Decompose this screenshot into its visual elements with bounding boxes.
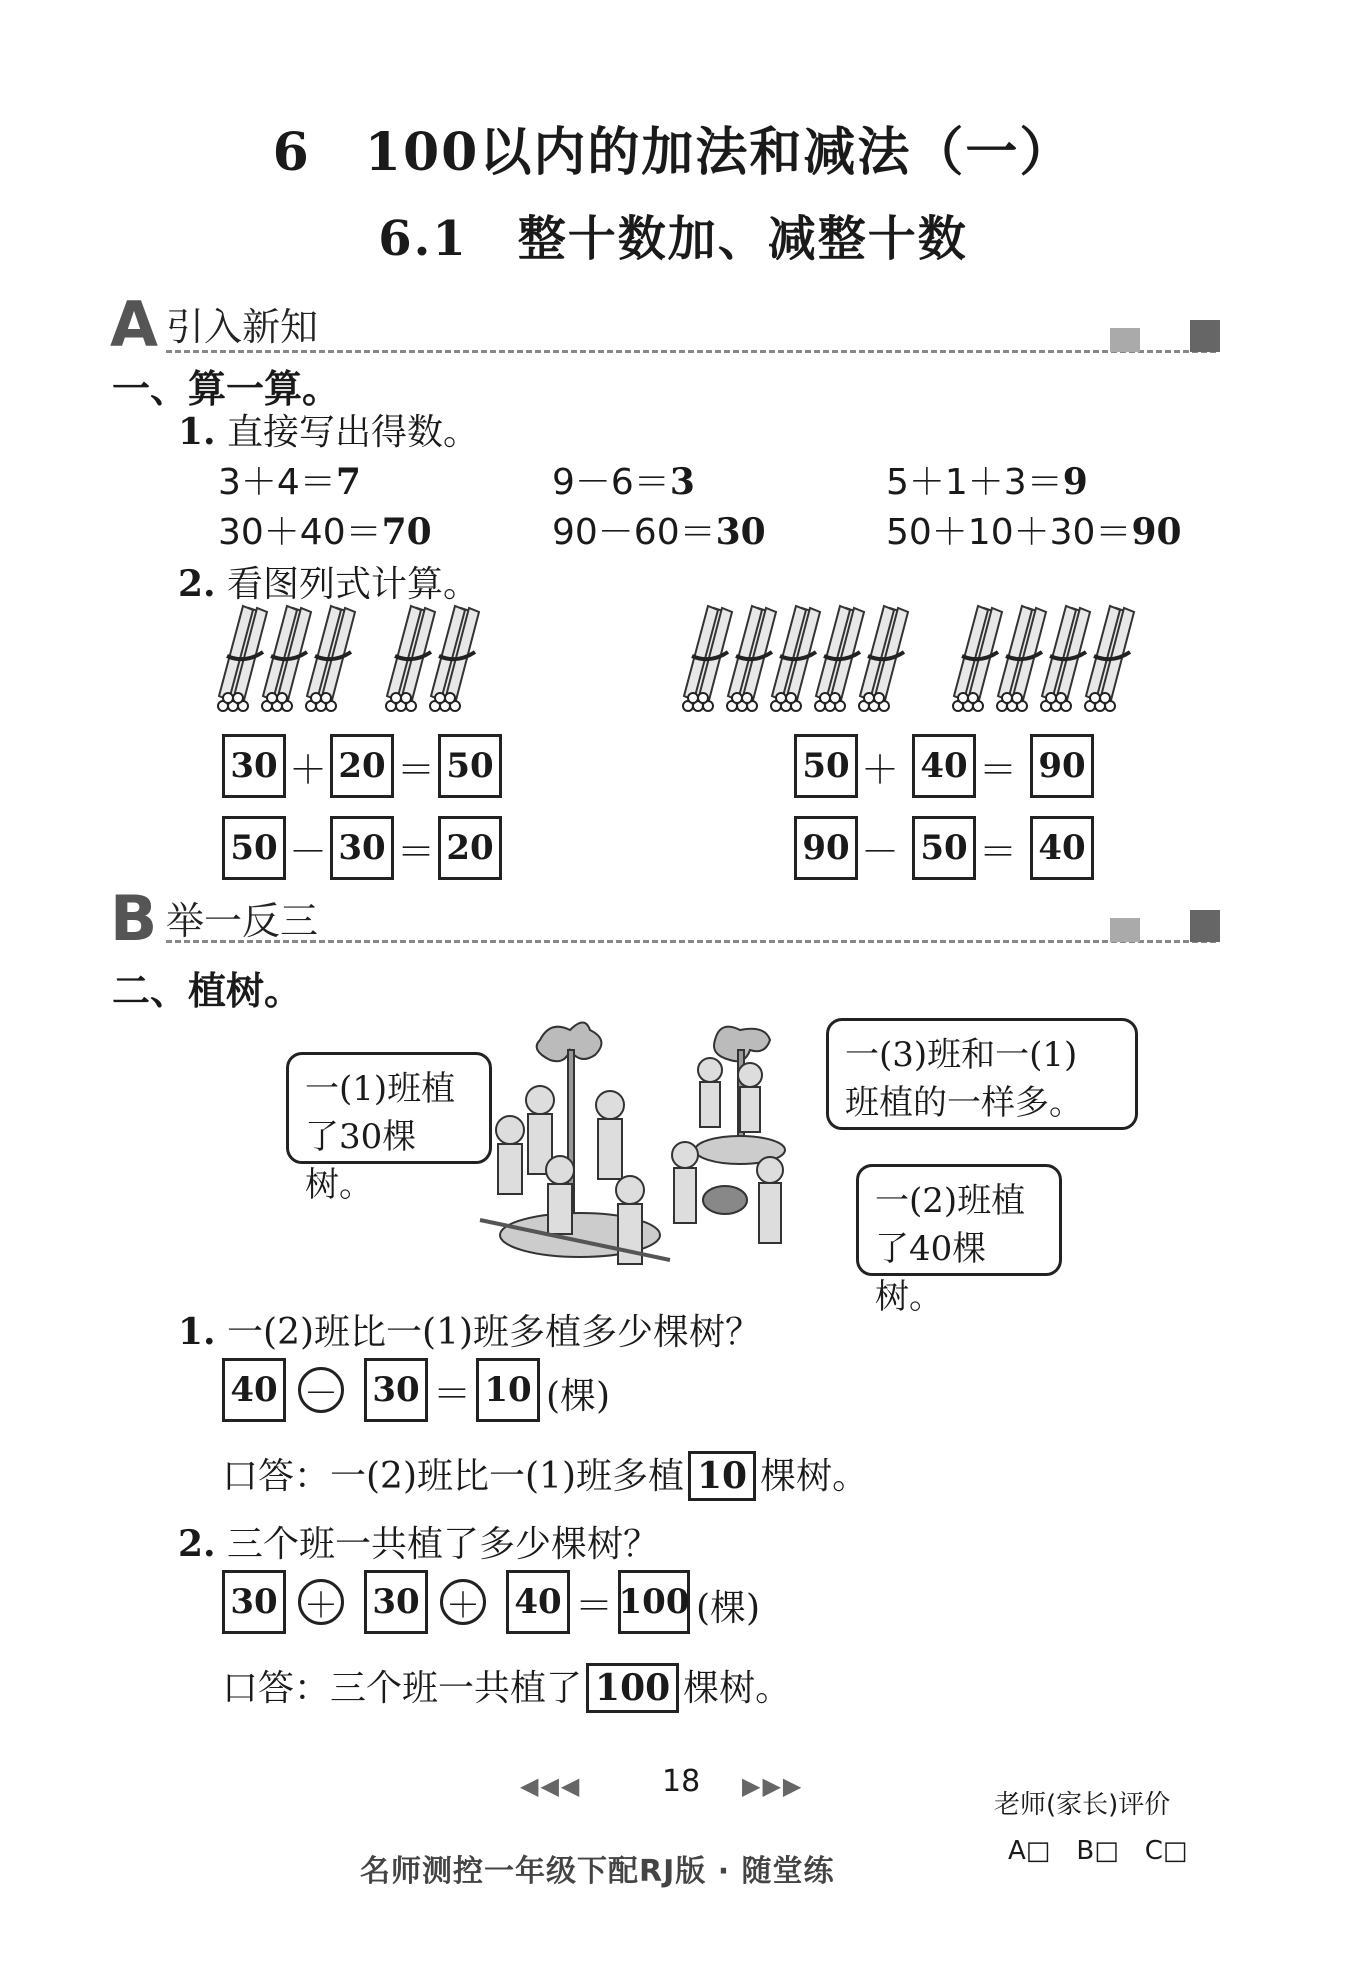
operator: － (288, 829, 327, 874)
answer-box[interactable]: 30 (330, 816, 394, 880)
bubble-line: 班植的一样多。 (845, 1083, 1083, 1123)
book-title: 名师测控一年级下配RJ版 · 随堂练 (360, 1854, 835, 1889)
equation-right-1 (794, 734, 1104, 804)
calc-row-2 (218, 504, 1218, 554)
operator: ＝ (978, 747, 1017, 792)
section-b-square-dark (1190, 910, 1220, 942)
next-arrows-icon[interactable]: ▶▶▶ (742, 1772, 804, 1800)
operator: ＝ (574, 1583, 613, 1628)
operator: ＝ (396, 747, 435, 792)
part2-q1 (178, 1304, 761, 1355)
answer-box[interactable]: 30 (222, 734, 286, 798)
operator: ＝ (432, 1371, 471, 1416)
part2-q2-text: 三个班一共植了多少棵树？ (227, 1524, 660, 1565)
section-a-square-dark (1190, 320, 1220, 352)
answer-box[interactable]: 90 (1030, 734, 1094, 798)
section-b-name: 举一反三 (166, 899, 319, 943)
operator: ＝ (978, 829, 1017, 874)
part1-q1-text: 直接写出得数。 (227, 412, 480, 453)
calc-item: 50＋10＋30＝90 (886, 511, 1182, 553)
part2-q2-equation (222, 1570, 842, 1640)
bubble-line: 一(2)班植 (875, 1181, 1026, 1221)
calc-item: 90－60＝30 (552, 511, 766, 553)
answer-box[interactable]: 10 (476, 1358, 540, 1422)
operator: ＝ (396, 829, 435, 874)
stick-bundles-right-illustration (680, 600, 1160, 720)
answer-box[interactable]: 40 (912, 734, 976, 798)
answer-inline-box[interactable]: 100 (586, 1663, 679, 1713)
evaluation-title: 老师(家长)评价 (994, 1790, 1171, 1820)
calc-item: 9－6＝3 (552, 461, 695, 503)
answer-box[interactable]: 30 (364, 1358, 428, 1422)
answer-box[interactable]: 40 (506, 1570, 570, 1634)
section-a-square-light (1110, 328, 1140, 352)
answer-inline-box[interactable]: 10 (688, 1451, 756, 1501)
part2-q1-text: 一(2)班比一(1)班多植多少棵树？ (227, 1312, 762, 1353)
part2-q2-answer: 口答：三个班一共植了 100 棵树。 (222, 1660, 791, 1713)
part2-q1-label: 1. (178, 1311, 216, 1353)
section-a-header (110, 290, 1220, 360)
operator-circle[interactable]: ＋ (298, 1579, 344, 1625)
section-a-letter: A (110, 288, 158, 361)
part2-q1-equation (222, 1358, 722, 1428)
section-b-header (110, 884, 1220, 954)
calc-item: 3＋4＝7 (218, 461, 361, 503)
part1-q1 (178, 404, 479, 455)
section-a-rule (166, 350, 1216, 353)
answer-box[interactable]: 50 (794, 734, 858, 798)
answer-box[interactable]: 30 (364, 1570, 428, 1634)
answer-box[interactable]: 50 (222, 816, 286, 880)
part2-q2 (178, 1516, 659, 1567)
operator: － (860, 829, 899, 874)
speech-bubble-class1 (286, 1052, 492, 1205)
equation-left-1 (222, 734, 532, 804)
page-subtitle: 6.1 整十数加、减整十数 (378, 211, 968, 267)
part1-q1-label: 1. (178, 411, 216, 453)
calc-item: 30＋40＝70 (218, 511, 432, 553)
answer-box[interactable]: 50 (912, 816, 976, 880)
answer-box[interactable]: 90 (794, 816, 858, 880)
evaluation-options[interactable]: A□ B□ C□ (1008, 1836, 1188, 1866)
section-b-letter: B (110, 882, 158, 955)
page-number: 18 (662, 1764, 701, 1799)
equation-left-2 (222, 816, 532, 886)
part1-q2-label: 2. (178, 563, 216, 605)
operator: ＋ (860, 747, 899, 792)
page-title: 6 100以内的加法和减法（一） (272, 122, 1074, 183)
speech-bubble-class2 (856, 1164, 1062, 1317)
answer-box[interactable]: 50 (438, 734, 502, 798)
part1-heading: 一、算一算。 (112, 366, 341, 411)
answer-box[interactable]: 20 (330, 734, 394, 798)
unit-label: (棵) (696, 1588, 761, 1629)
part1-q2-text: 看图列式计算。 (227, 564, 480, 605)
answer-box[interactable]: 40 (222, 1358, 286, 1422)
operator-circle[interactable]: ＋ (440, 1579, 486, 1625)
section-b-square-light (1110, 918, 1140, 942)
unit-label: (棵) (546, 1376, 611, 1417)
speech-bubble-class3 (826, 1018, 1138, 1130)
operator-circle[interactable]: － (298, 1367, 344, 1413)
answer-box[interactable]: 100 (618, 1570, 690, 1634)
section-b-rule (166, 940, 1216, 943)
part2-heading: 二、植树。 (112, 968, 303, 1013)
answer-box[interactable]: 20 (438, 816, 502, 880)
part2-q2-label: 2. (178, 1523, 216, 1565)
prev-arrows-icon[interactable]: ◀◀◀ (520, 1772, 582, 1800)
equation-right-2 (794, 816, 1104, 886)
answer-box[interactable]: 30 (222, 1570, 286, 1634)
bubble-line: 一(3)班和一(1) (845, 1035, 1078, 1075)
operator: ＋ (288, 747, 327, 792)
calc-item: 5＋1＋3＝9 (886, 461, 1088, 503)
stick-bundles-left-illustration (215, 600, 515, 720)
bubble-line: 一(1)班植 (305, 1069, 456, 1109)
bubble-line: 了40棵树。 (875, 1229, 987, 1317)
section-a-name: 引入新知 (166, 305, 319, 349)
part2-q1-answer: 口答：一(2)班比一(1)班多植 10 棵树。 (222, 1448, 868, 1501)
tree-planting-illustration (470, 1010, 820, 1280)
bubble-line: 了30棵树。 (305, 1117, 417, 1205)
answer-box[interactable]: 40 (1030, 816, 1094, 880)
calc-row-1 (218, 454, 1218, 504)
